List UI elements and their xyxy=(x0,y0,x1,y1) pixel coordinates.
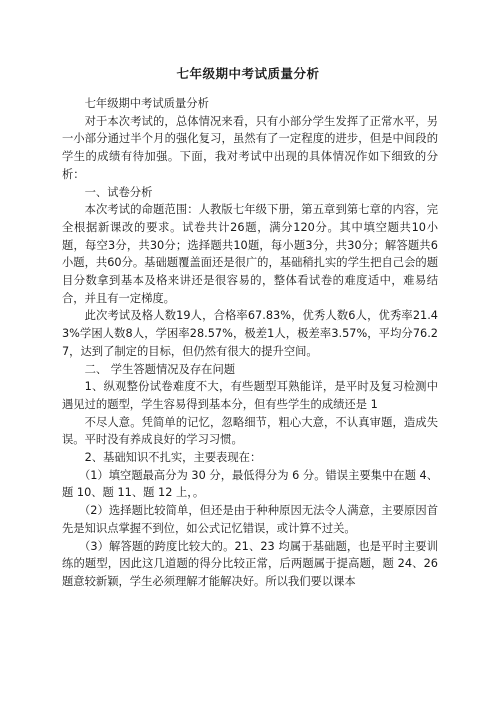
section-heading-2: 二、 学生答题情况及存在问题 xyxy=(84,362,236,376)
section-heading-1: 一、试卷分析 xyxy=(84,185,153,199)
problem-paragraph-2: 2、基础知识不扎实，主要表现在： xyxy=(84,451,262,465)
statistics-paragraph: 此次考试及格人数19人，合格率67.83%，优秀人数6人，优秀率21.43%学困人数8人，学困率28.57%，极差1人，极差率3.57%，平均分76.27，达到了制定的目标，但仍然有很大的提升空间。 xyxy=(62,309,438,358)
intro-paragraph: 对于本次考试的，总体情况来看，只有小部分学生发挥了正常水平，另一小部分通过半个月的强化复习，虽然有了一定程度的进步，但是中间段的学生的成绩有待加强。下面，我对考试中出现的具体情况作如下细致的分析： xyxy=(62,114,438,181)
exam-scope-paragraph: 本次考试的命题范围：人教版七年级下册，第五章到第七章的内容，完全根据新课改的要求。试卷共计26题，满分120分。其中填空题共10小题，每空3分，共30分；选择题共10题，每小题3分，共30分；解答题共6小题，共60分。基础题覆盖面还是很广的，基础稍扎实的学生把自己会的题目分数拿到基本及格来讲还是很容易的，整体看试卷的难度适中，难易结合，并且有一定梯度。 xyxy=(62,203,438,305)
document-title: 七年级期中考试质量分析 xyxy=(176,66,320,81)
problem-item-3: （3）解答题的跨度比较大的。21、23 均属于基础题，也是平时主要训练的题型，因此这几道题的得分比较正常，后两题属于提高题，题 24、26 题意较新颖，学生必须理解才能解决好。所以我们要以课本 xyxy=(62,539,438,588)
problem-paragraph-1-cont: 不尽人意。凭简单的记忆，忽略细节，粗心大意，不认真审题，造成失误。平时没有养成良好的学习习惯。 xyxy=(62,415,438,447)
problem-item-2: （2）选择题比较简单，但还是由于种种原因无法令人满意，主要原因首先是知识点掌握不到位，如公式记忆错误，或计算不过关。 xyxy=(62,504,438,535)
problem-paragraph-1: 1、纵观整份试卷难度不大，有些题型耳熟能详，是平时及复习检测中遇见过的题型，学生容易得到基本分，但有些学生的成绩还是 1 xyxy=(62,380,438,411)
problem-item-1: （1）填空题最高分为 30 分，最低得分为 6 分。错误主要集中在题 4、题 10、题 11、题 12 上，。 xyxy=(62,468,438,500)
document-body xyxy=(62,95,438,591)
subtitle-paragraph: 七年级期中考试质量分析 xyxy=(84,97,209,110)
